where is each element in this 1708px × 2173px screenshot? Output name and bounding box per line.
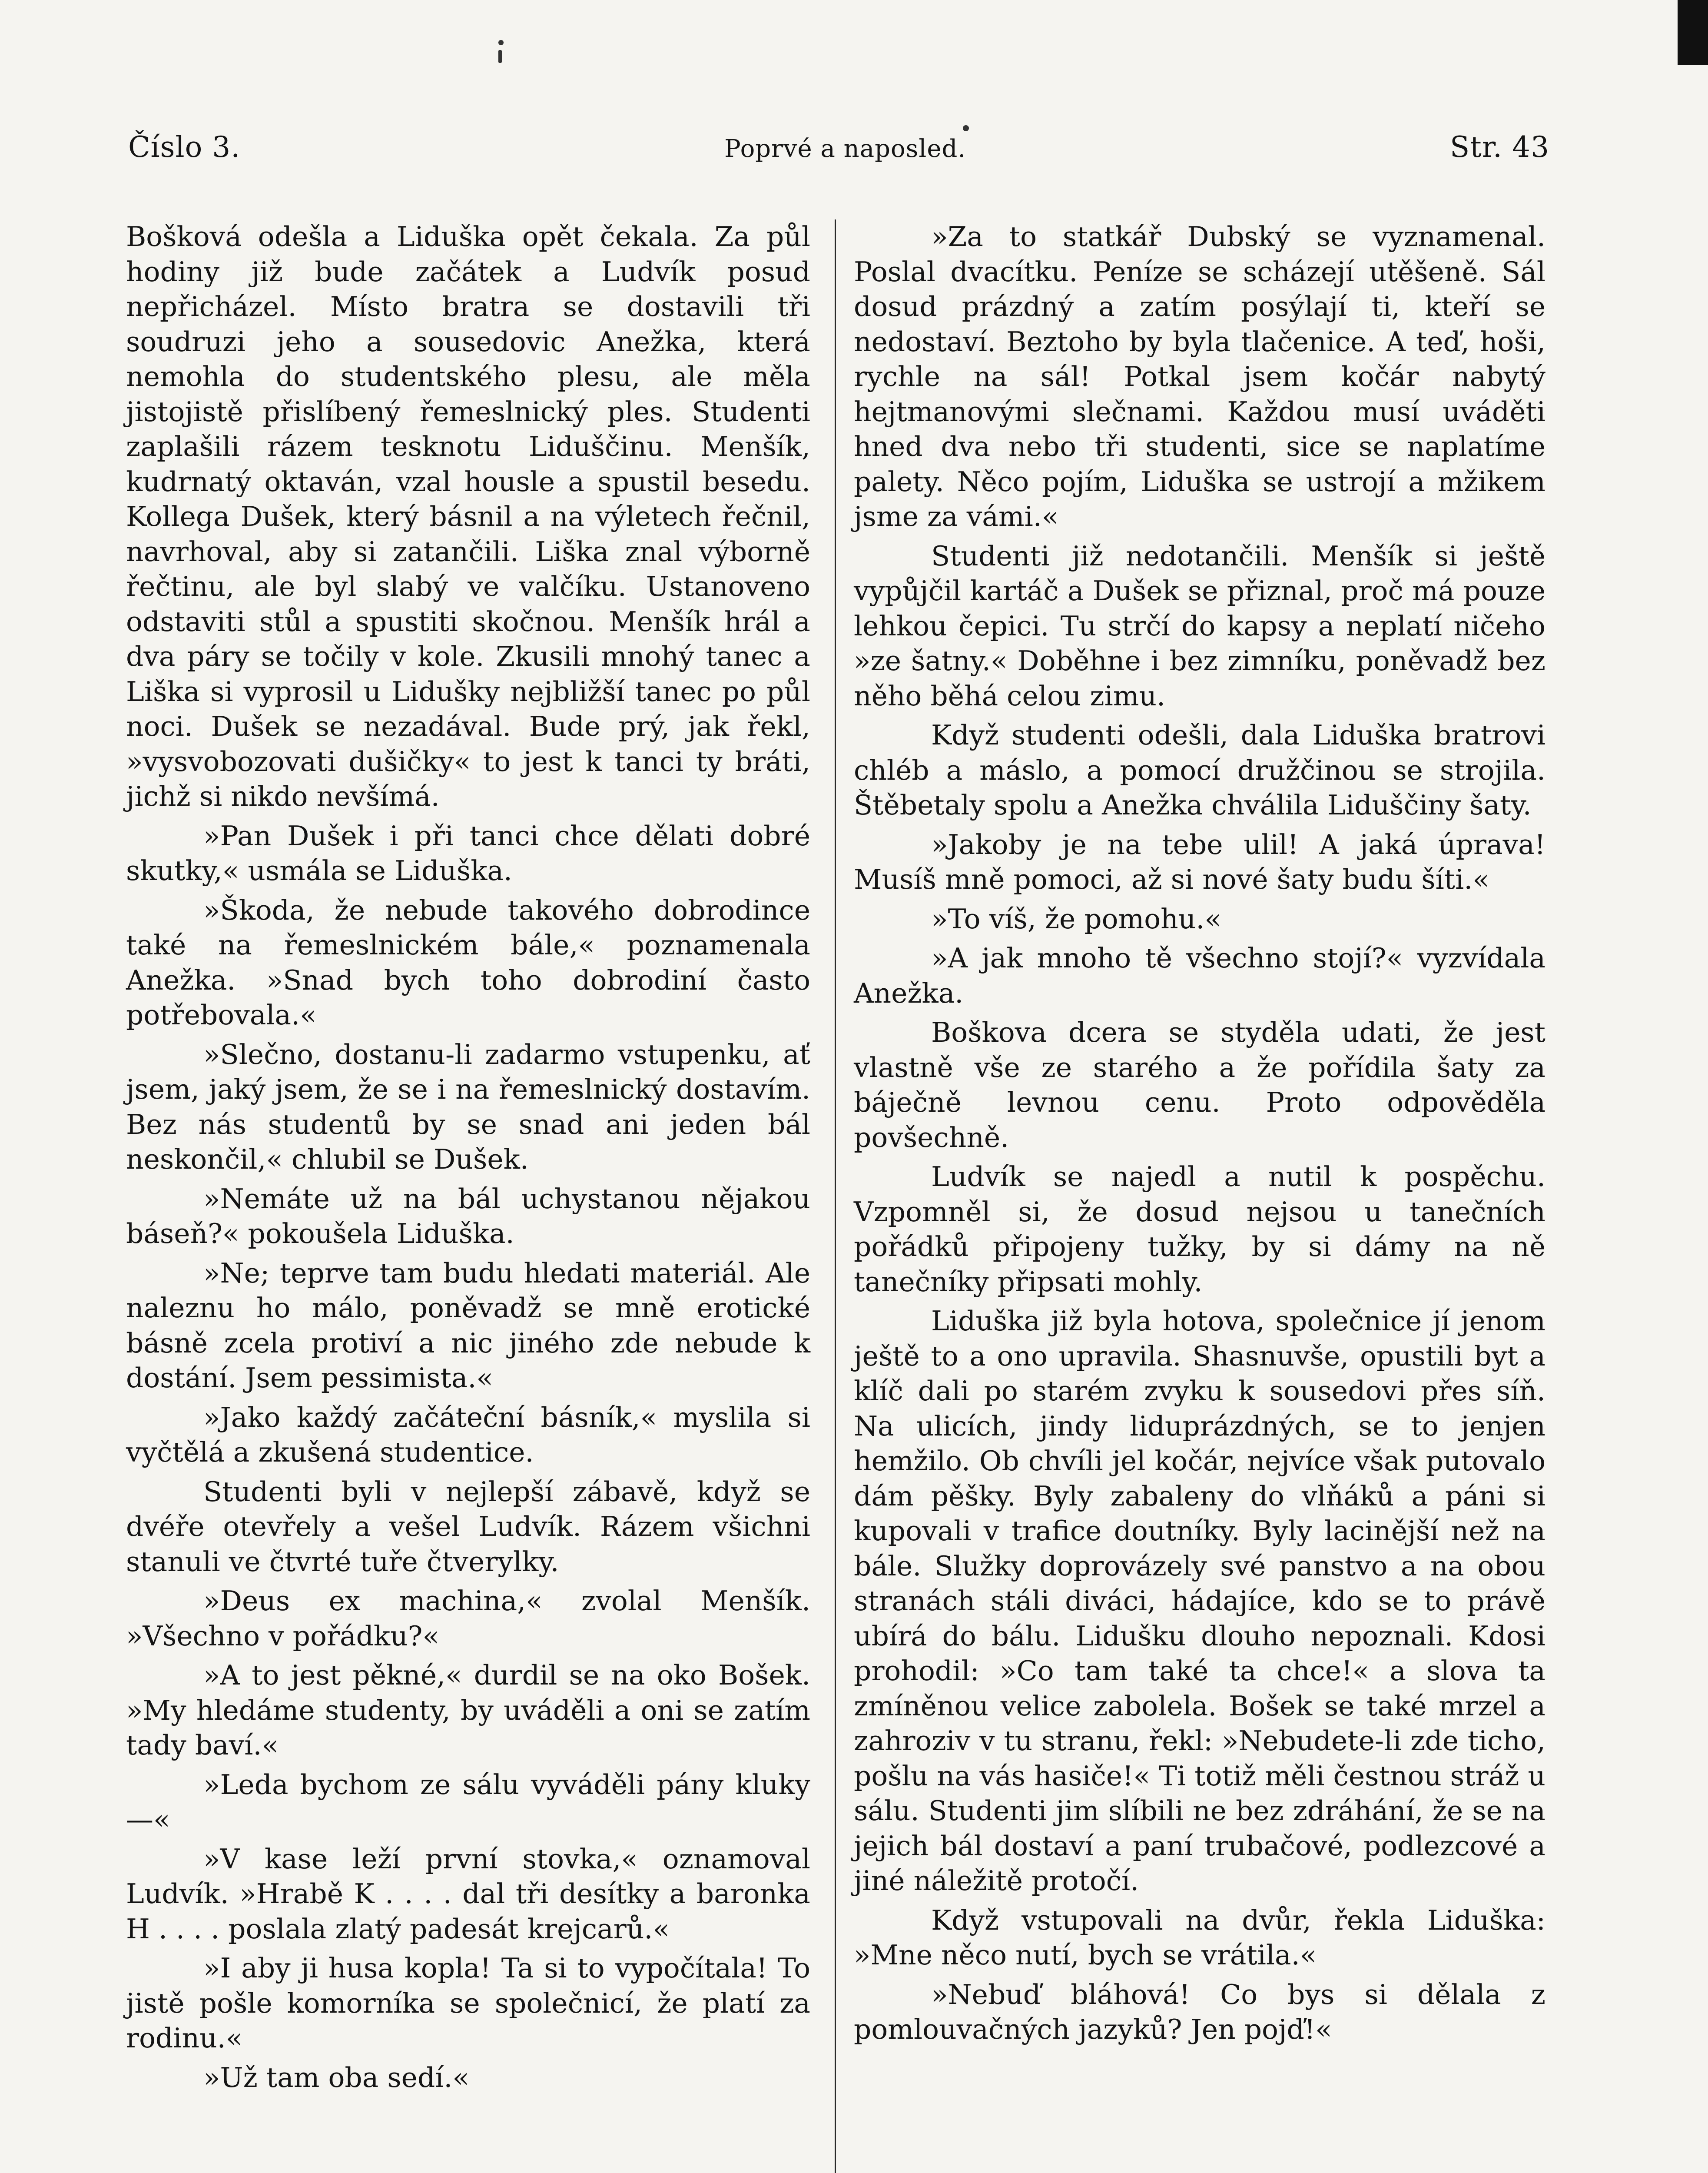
page-number: Str. 43 [1450,130,1549,164]
paragraph: Když vstupovali na dvůr, řekla Liduška: »Mne něco nutí, bych se vrátila.« [854,1904,1545,1971]
paragraph: »Leda bychom ze sálu vyváděli pány kluky —« [126,1768,810,1835]
paragraph: Liduška již byla hotova, společnice jí jenom ještě to a ono upravila. Shasnuvše, opustili byt a klíč dali po starém zvyku k sousedovi přes síň. Na ulicích, jindy liduprázdných, se to jenjen hemžilo. Ob chvíli jel kočár, nejvíce však putovalo dám pěšky. Byly zabaleny do vlňáků a páni si kupovali v trafice doutníky. Byly lacinější než na bále. Služky doprovázely své panstvo a na obou stranách stáli diváci, hádajíce, kdo se to právě ubírá do bálu. Lidušku dlouho nepoznali. Kdosi prohodil: »Co tam také ta chce!« a slova ta zmíněnou velice zabolela. Bošek se také mrzel a zahroziv v tu stranu, řekl: »Nebudete-li zde ticho, pošlu na vás hasiče!« Ti totiž měli čestnou stráž u sálu. Studenti jim slíbili ne bez zdráhání, že se na jejich bál dostaví a paní trubačové, podlezcové a jiné náležitě protočí. [854,1305,1545,1897]
paragraph: »Slečno, dostanu-li zadarmo vstupenku, ať jsem, jaký jsem, že se i na řemeslnický dostavím. Bez nás studentů by se snad ani jeden bál neskončil,« chlubil se Dušek. [126,1038,810,1175]
paragraph: »A jak mnoho tě všechno stojí?« vyzvídala Anežka. [854,942,1545,1009]
print-speck [498,40,504,45]
paragraph: Studenti byli v nejlepší zábavě, když se dvéře otevřely a vešel Ludvík. Rázem všichni stanuli ve čtvrté tuře čtverylky. [126,1475,810,1578]
running-title: Poprvé a naposled. [724,135,966,163]
paragraph: Studenti již nedotančili. Menšík si ještě vypůjčil kartáč a Dušek se přiznal, proč má pouze lehkou čepici. Tu strčí do kapsy a neplatí ničeho »ze šatny.« Doběhne i bez zimníku, poněvadž bez něho běhá celou zimu. [854,540,1545,712]
paragraph: »I aby ji husa kopla! Ta si to vypočítala! To jistě pošle komorníka se společnicí, že platí za rodinu.« [126,1952,810,2054]
paragraph: »Nebuď bláhová! Co bys si dělala z pomlouvačných jazyků? Jen pojď!« [854,1978,1545,2045]
paragraph: »Za to statkář Dubský se vyznamenal. Poslal dvacítku. Peníze se scházejí utěšeně. Sál dosud prázdný a zatím posýlají ti, kteří se nedostaví. Beztoho by byla tlačenice. A teď, hoši, rychle na sál! Potkal jsem kočár nabytý hejtmanovými slečnami. Každou musí uváděti hned dva nebo tři studenti, sice se naplatíme palety. Něco pojím, Liduška se ustrojí a mžikem jsme za vámi.« [854,221,1545,532]
print-speck [963,125,969,131]
paragraph: Bošková odešla a Liduška opět čekala. Za půl hodiny již bude začátek a Ludvík posud nepřicházel. Místo bratra se dostavili tři soudruzi jeho a sousedovic Anežka, která nemohla do studentského plesu, ale měla jistojistě přislíbený řemeslnický ples. Studenti zaplašili rázem tesknotu Liduščinu. Menšík, kudrnatý oktaván, vzal housle a spustil besedu. Kollega Dušek, který básnil a na výletech řečnil, navrhoval, aby si zatančili. Liška znal výborně řečtinu, ale byl slabý ve valčíku. Ustanoveno odstaviti stůl a spustiti skočnou. Menšík hrál a dva páry se točily v kole. Zkusili mnohý tanec a Liška si vyprosil u Lidušky nejbližší tanec po půl noci. Dušek se nezadával. Bude prý, jak řekl, »vysvobozovati dušičky« to jest k tanci ty bráti, jichž si nikdo nevšímá. [126,221,810,812]
paragraph: »To víš, že pomohu.« [931,903,1221,935]
paragraph: »Deus ex machina,« zvolal Menšík. »Všechno v pořádku?« [126,1585,810,1652]
paragraph: »A to jest pěkné,« durdil se na oko Bošek. »My hledáme studenty, by uváděli a oni se zatím tady baví.« [126,1659,810,1761]
page-header [128,130,1549,178]
paragraph: »Jako každý začáteční básník,« myslila si vyčtělá a zkušená studentice. [126,1401,810,1468]
issue-number: Číslo 3. [128,130,241,164]
paragraph: »Pan Dušek i při tanci chce dělati dobré skutky,« usmála se Liduška. [126,820,810,887]
paragraph: Ludvík se najedl a nutil k pospěchu. Vzpomněl si, že dosud nejsou u tanečních pořádků připojeny tužky, by si dámy na ně tanečníky připsati mohly. [854,1161,1545,1298]
paragraph: »V kase leží první stovka,« oznamoval Ludvík. »Hrabě K . . . . dal tři desítky a baronka H . . . . poslala zlatý padesát krejcarů.« [126,1843,810,1945]
right-text-column [854,219,1545,2052]
paragraph: »Škoda, že nebude takového dobrodince také na řemeslnickém bále,« poznamenala Anežka. »Snad bych toho dobrodiní často potřebovala.« [126,894,810,1031]
paragraph: »Už tam oba sedí.« [203,2061,470,2093]
paragraph: Když studenti odešli, dala Liduška bratrovi chléb a máslo, a pomocí družčinou se strojila. Štěbetaly spolu a Anežka chválila Liduščiny šaty. [854,719,1545,821]
scan-edge-mark [1678,0,1708,65]
paragraph: »Ne; teprve tam budu hledati materiál. Ale naleznu ho málo, poněvadž se mně erotické básně zcela protiví a nic jiného zde nebude k dostání. Jsem pessimista.« [126,1257,810,1394]
paragraph: Boškova dcera se styděla udati, že jest vlastně vše ze starého a že pořídila šaty za báječně levnou cenu. Proto odpověděla povšechně. [854,1017,1545,1153]
left-text-column [126,219,810,2100]
paragraph: »Jakoby je na tebe ulil! A jaká úprava! Musíš mně pomoci, až si nové šaty budu šíti.« [854,828,1545,895]
column-divider [835,219,836,2173]
paragraph: »Nemáte už na bál uchystanou nějakou báseň?« pokoušela Liduška. [126,1183,810,1249]
print-speck [498,50,502,63]
